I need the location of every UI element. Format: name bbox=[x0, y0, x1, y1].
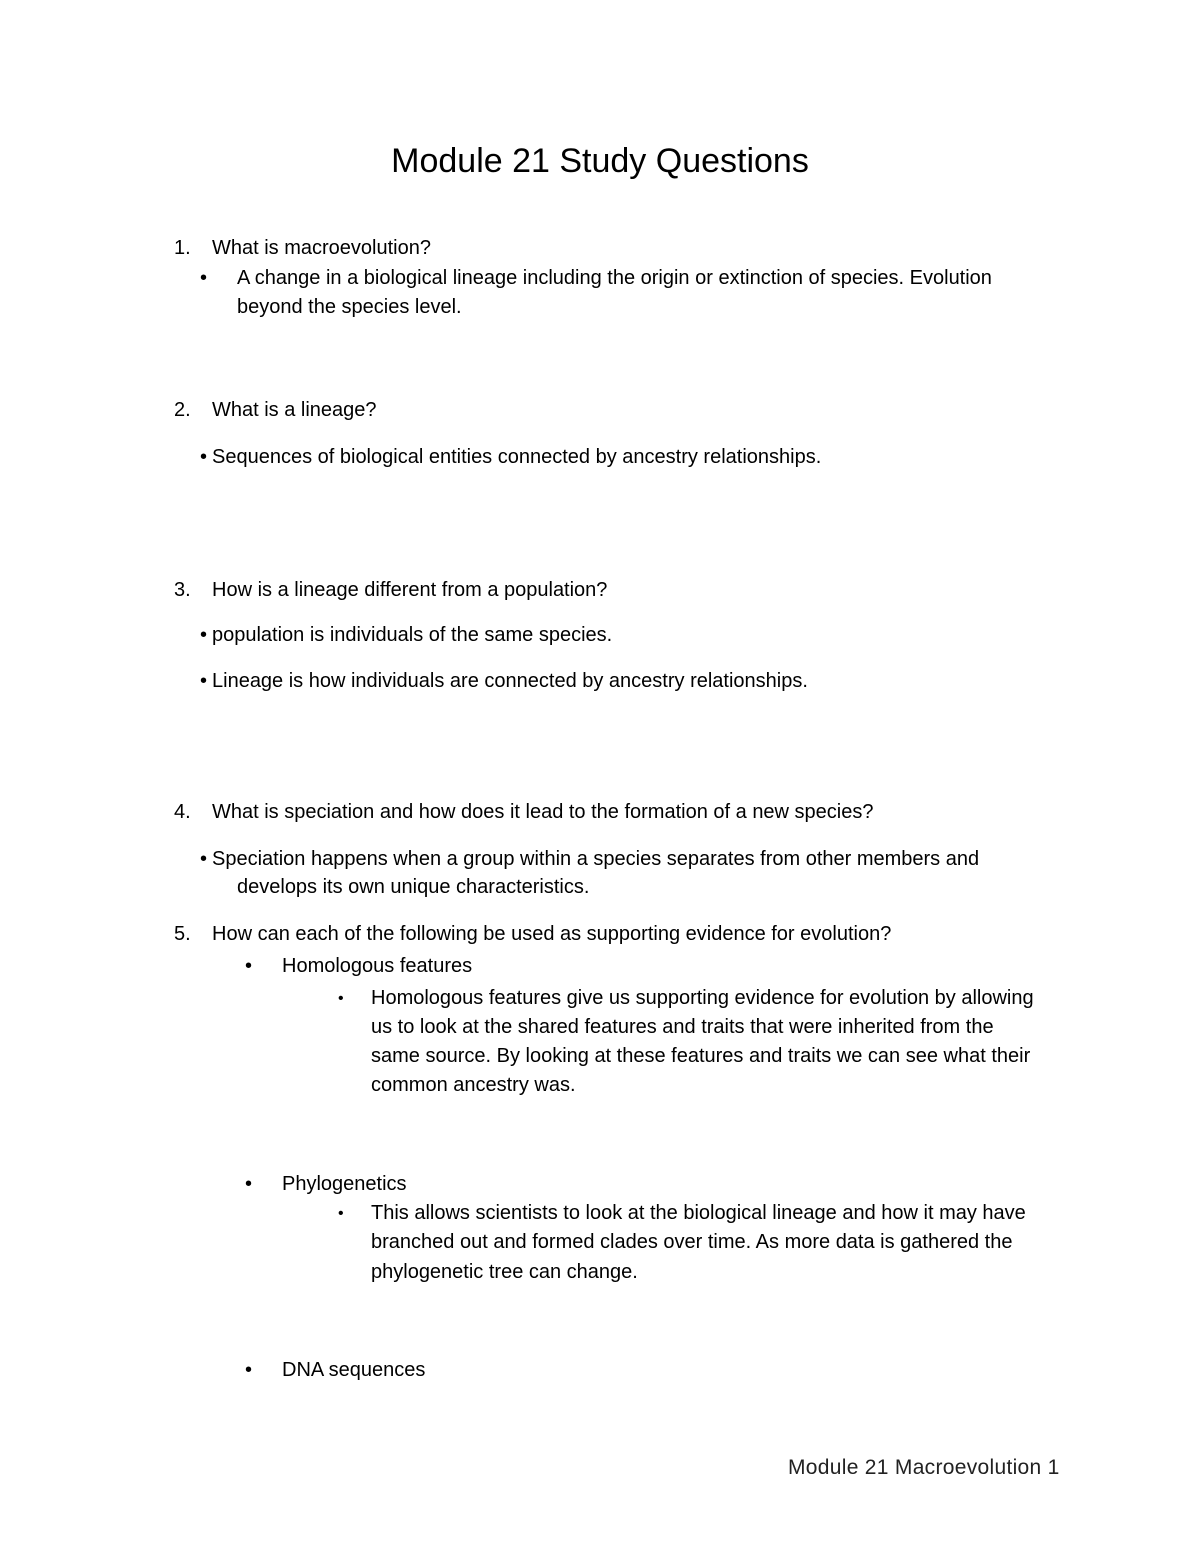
detail-phylogenetics-line-2: branched out and formed clades over time. As more data is gathered the bbox=[371, 1231, 1013, 1253]
answer-3b: Lineage is how individuals are connected by ancestry relationships. bbox=[212, 670, 808, 692]
page-title: Module 21 Study Questions bbox=[391, 142, 809, 180]
detail-homologous-line-4: common ancestry was. bbox=[371, 1074, 576, 1096]
question-2-number: 2. bbox=[174, 399, 191, 421]
bullet-icon: • bbox=[245, 955, 253, 977]
question-5-text: How can each of the following be used as supporting evidence for evolution? bbox=[212, 923, 892, 945]
bullet-icon: • bbox=[200, 267, 208, 289]
answer-1-line-2: beyond the species level. bbox=[237, 296, 462, 318]
bullet-icon: • bbox=[200, 848, 208, 870]
answer-3a: population is individuals of the same species. bbox=[212, 624, 613, 646]
question-3-number: 3. bbox=[174, 579, 191, 601]
answer-4-line-2: develops its own unique characteristics. bbox=[237, 876, 590, 898]
answer-4-line-1: Speciation happens when a group within a species separates from other members and bbox=[212, 848, 980, 870]
item-phylogenetics: Phylogenetics bbox=[282, 1173, 407, 1195]
question-1-number: 1. bbox=[174, 237, 191, 259]
detail-homologous-line-3: same source. By looking at these features and traits we can see what their bbox=[371, 1045, 1031, 1067]
item-homologous-features: Homologous features bbox=[282, 955, 473, 977]
question-4-text: What is speciation and how does it lead to the formation of a new species? bbox=[212, 801, 874, 823]
question-2-text: What is a lineage? bbox=[212, 399, 377, 421]
detail-homologous-line-2: us to look at the shared features and traits that were inherited from the bbox=[371, 1016, 994, 1038]
bullet-icon: • bbox=[338, 1205, 344, 1222]
detail-phylogenetics-line-3: phylogenetic tree can change. bbox=[371, 1261, 638, 1283]
answer-2: Sequences of biological entities connected by ancestry relationships. bbox=[212, 446, 822, 468]
answer-1-line-1: A change in a biological lineage including the origin or extinction of species. Evolution bbox=[237, 267, 992, 289]
bullet-icon: • bbox=[200, 446, 208, 468]
question-4-number: 4. bbox=[174, 801, 191, 823]
item-dna-sequences: DNA sequences bbox=[282, 1359, 426, 1381]
question-1-text: What is macroevolution? bbox=[212, 237, 431, 259]
detail-homologous-line-1: Homologous features give us supporting evidence for evolution by allowing bbox=[371, 987, 1034, 1009]
bullet-icon: • bbox=[200, 670, 208, 692]
bullet-icon: • bbox=[245, 1359, 253, 1381]
question-5-number: 5. bbox=[174, 923, 191, 945]
page-footer: Module 21 Macroevolution 1 bbox=[788, 1456, 1060, 1479]
bullet-icon: • bbox=[245, 1173, 253, 1195]
detail-phylogenetics-line-1: This allows scientists to look at the biological lineage and how it may have bbox=[371, 1202, 1026, 1224]
bullet-icon: • bbox=[200, 624, 208, 646]
bullet-icon: • bbox=[338, 990, 344, 1007]
question-3-text: How is a lineage different from a population? bbox=[212, 579, 608, 601]
